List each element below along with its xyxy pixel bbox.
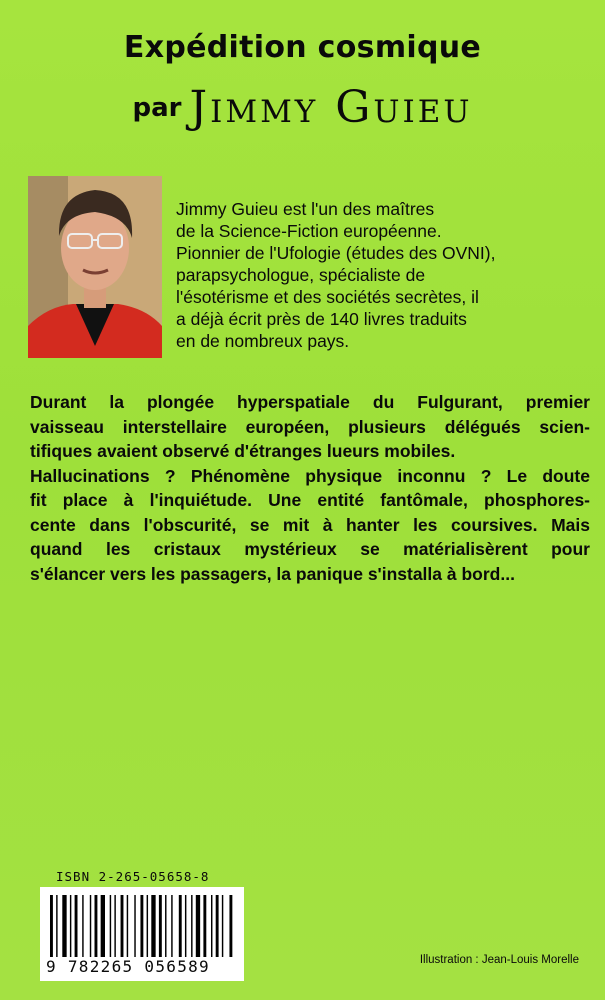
summary-line: quand les cristaux mystérieux se matérialisèrent pour bbox=[30, 539, 590, 559]
book-summary bbox=[30, 390, 590, 586]
bio-line: parapsychologue, spécialiste de bbox=[176, 265, 426, 285]
barcode-digits: 9 782265 056589 bbox=[46, 957, 210, 976]
bio-line: Pionnier de l'Ufologie (études des OVNI), bbox=[176, 243, 496, 263]
bio-line: de la Science-Fiction européenne. bbox=[176, 221, 442, 241]
summary-line: fit place à l'inquiétude. Une entité fantômale, phosphores- bbox=[30, 490, 590, 510]
summary-line: vaisseau interstellaire européen, plusieurs délégués scien- bbox=[30, 416, 590, 437]
author-photo bbox=[28, 176, 162, 358]
summary-line: cente dans l'obscurité, se mit à hanter les coursives. Mais bbox=[30, 514, 590, 535]
summary-line: tifiques avaient observé d'étranges lueurs mobiles. bbox=[30, 441, 456, 461]
bio-line: l'ésotérisme et des sociétés secrètes, il bbox=[176, 287, 479, 307]
bio-line: en de nombreux pays. bbox=[176, 331, 350, 351]
summary-line: s'élancer vers les passagers, la panique s'installa à bord... bbox=[30, 563, 515, 584]
book-title: Expédition cosmique bbox=[123, 30, 482, 65]
illustration-credit: Illustration : Jean-Louis Morelle bbox=[419, 954, 579, 966]
summary-line: Hallucinations ? Phénomène physique inconnu ? Le doute bbox=[30, 465, 590, 486]
bio-line: Jimmy Guieu est l'un des maîtres bbox=[176, 199, 435, 219]
byline-prefix: par bbox=[132, 93, 182, 123]
barcode-bars bbox=[50, 895, 234, 957]
isbn-label: ISBN 2-265-05658-8 bbox=[56, 869, 210, 884]
bio-line: a déjà écrit près de 140 livres traduits bbox=[176, 309, 467, 329]
byline bbox=[0, 82, 605, 133]
barcode bbox=[40, 887, 244, 981]
author-name: Jimmy Guieu bbox=[189, 82, 473, 133]
summary-line: Durant la plongée hyperspatiale du Fulgurant, premier bbox=[30, 392, 590, 412]
author-bio bbox=[176, 198, 586, 352]
